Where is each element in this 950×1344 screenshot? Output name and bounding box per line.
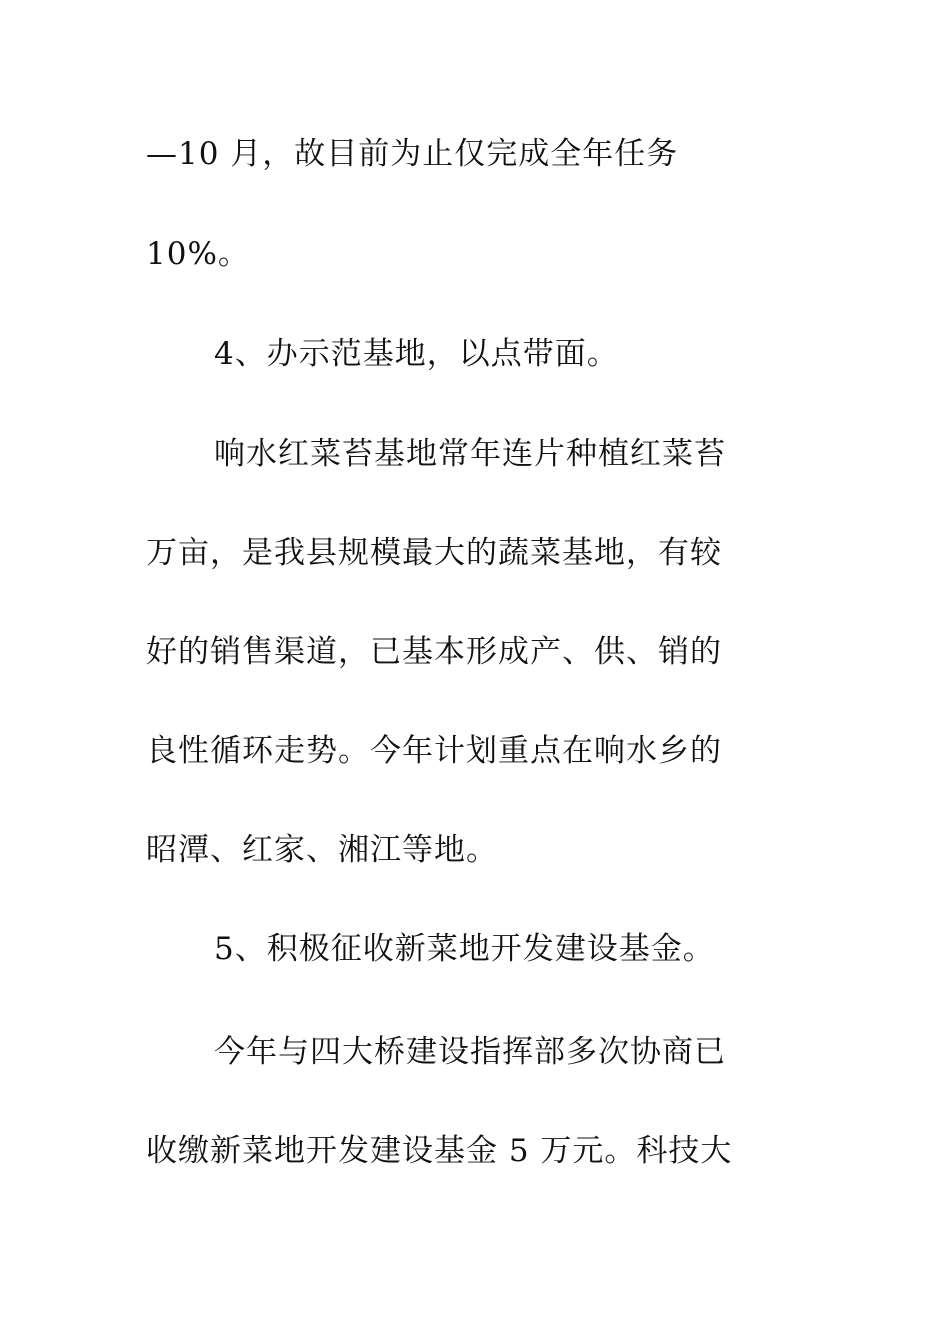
text-line: 万亩，是我县规模最大的蔬菜基地，有较 — [146, 535, 722, 571]
text-line: 收缴新菜地开发建设基金 5 万元。科技大 — [146, 1133, 733, 1169]
text-line: 好的销售渠道，已基本形成产、供、销的 — [146, 634, 722, 670]
text-line: 昭潭、红家、湘江等地。 — [146, 832, 498, 868]
section-heading: 4、办示范基地，以点带面。 — [214, 336, 619, 372]
text-line: 10%。 — [146, 236, 250, 272]
text-line: 良性循环走势。今年计划重点在响水乡的 — [146, 733, 722, 769]
paragraph-start: 今年与四大桥建设指挥部多次协商已 — [214, 1034, 726, 1070]
text-line: —10 月，故目前为止仅完成全年任务 — [146, 136, 679, 172]
section-heading: 5、积极征收新菜地开发建设基金。 — [214, 931, 715, 967]
paragraph-start: 响水红菜苔基地常年连片种植红菜苔 — [214, 436, 726, 472]
